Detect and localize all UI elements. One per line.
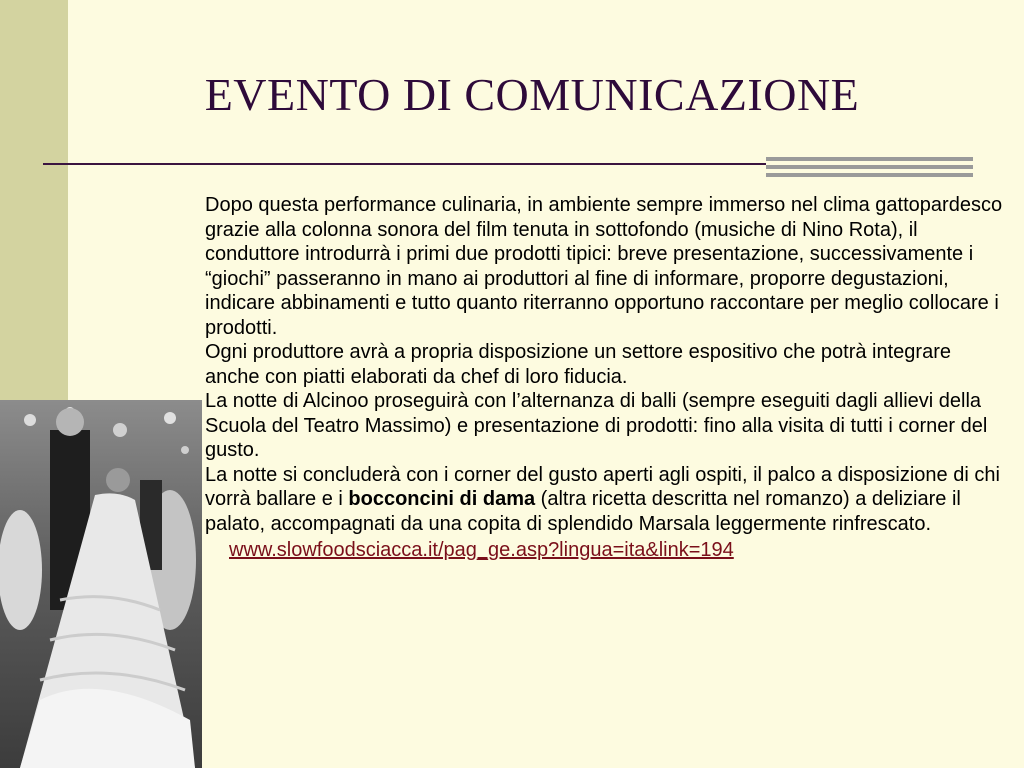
source-link[interactable]: www.slowfoodsciacca.it/pag_ge.asp?lingua=ita&link=194: [229, 539, 734, 561]
source-link-line: [205, 538, 1005, 563]
paragraph-2: Ogni produttore avrà a propria disposizione un settore espositivo che potrà integrare anche con piatti elaborati da chef di loro fiducia.: [205, 341, 951, 388]
slide-body: [205, 193, 1005, 563]
paragraph-1: Dopo questa performance culinaria, in ambiente sempre immerso nel clima gattopardesco grazie alla colonna sonora del film tenuta in sottofondo (musiche di Nino Rota), il conduttore introdurrà i primi due prodotti tipici: breve presentazione, successivamente i “giochi” passeranno in mano ai produttori al fine di informare, proporre degustazioni, indicare abbinamenti e tutto quanto riterranno opportuno raccontare per meglio collocare i prodotti.: [205, 194, 1003, 339]
slide-title: EVENTO DI COMUNICAZIONE: [204, 69, 860, 120]
paragraph-3: La notte di Alcinoo proseguirà con l’alternanza di balli (sempre eseguiti dagli allievi della Scuola del Teatro Massimo) e presentazione di prodotti: fino alla visita di tutti i corner del gusto.: [205, 390, 988, 461]
paragraph-4-text-a: La notte si concluderà con i corner del gusto aperti agli ospiti, il palco a disposizione di chi vorrà ballare e i: [205, 463, 1000, 510]
title-accent-lines: [766, 157, 973, 177]
paragraph-4-text-b: (altra ricetta descritta nel romanzo) a deliziare il palato, accompagnati da una copita di splendido Marsala leggermente rinfrescato.: [205, 488, 961, 535]
paragraph-4: [205, 463, 1005, 537]
left-decorative-band: [0, 0, 68, 400]
ballroom-dance-photo: [0, 400, 202, 768]
title-underline: [43, 163, 803, 165]
bocconcini-di-dama-bold: bocconcini di dama: [348, 488, 536, 510]
